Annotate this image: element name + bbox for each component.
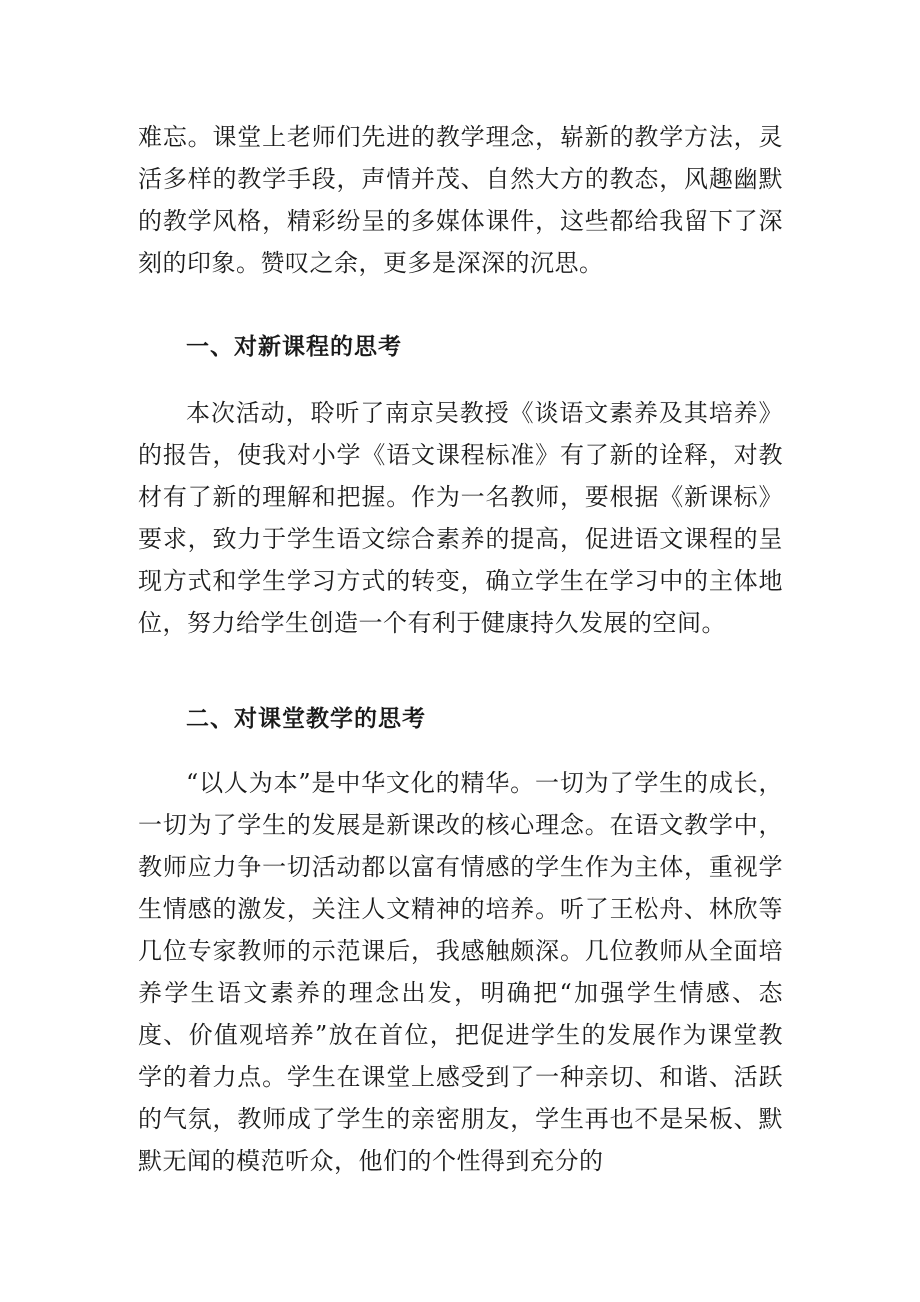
body-paragraph: “以人为本”是中华文化的精华。一切为了学生的成长，一切为了学生的发展是新课改的核心理念。在语文教学中，教师应力争一切活动都以富有情感的学生作为主体，重视学生情感的激发，关注人文精神的培养。听了王松舟、林欣等几位专家教师的示范课后，我感触颇深。几位教师从全面培养学生语文素养的理念出发，明确把“加强学生情感、态度、价值观培养”放在首位，把促进学生的发展作为课堂教学的着力点。学生在课堂上感受到了一种亲切、和谐、活跃的气氛，教师成了学生的亲密朋友，学生再也不是呆板、默默无闻的模范听众，他们的个性得到充分的 (138, 769, 783, 1175)
section-heading-classroom-teaching: 二、对课堂教学的思考 (186, 706, 426, 732)
body-paragraph: 难忘。课堂上老师们先进的教学理念，崭新的教学方法，灵活多样的教学手段，声情并茂、自然大方的教态，风趣幽默的教学风格，精彩纷呈的多媒体课件，这些都给我留下了深刻的印象。赞叹之余，更多是深深的沉思。 (138, 123, 783, 277)
body-paragraph: 本次活动，聆听了南京吴教授《谈语文素养及其培养》的报告，使我对小学《语文课程标准》有了新的诠释，对教材有了新的理解和把握。作为一名教师，要根据《新课标》要求，致力于学生语文综合素养的提高，促进语文课程的呈现方式和学生学习方式的转变，确立学生在学习中的主体地位，努力给学生创造一个有利于健康持久发展的空间。 (138, 399, 783, 637)
section-heading-new-curriculum: 一、对新课程的思考 (186, 334, 402, 360)
